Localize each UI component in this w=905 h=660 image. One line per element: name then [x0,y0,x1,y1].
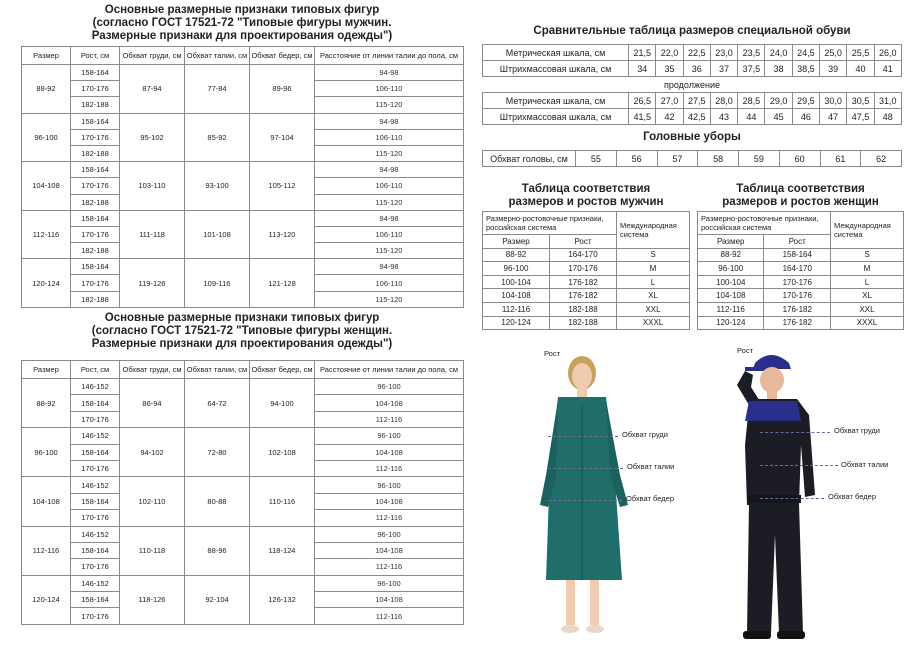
men-title-line3: Размерные признаки для проектирования одежды") [91,30,393,42]
corr-size-cell: 88-92 [698,248,764,262]
col-height-header: Рост, см [71,361,120,379]
woman-hips-line [548,500,622,501]
corr-head-ru: Размерно-ростовочные признаки, российская система [698,212,831,235]
table-row [22,65,464,81]
hat-size-cell: 61 [820,151,861,167]
corr-size-cell: 100-104 [698,275,764,289]
distance-cell: 115-120 [315,145,464,161]
corr-height-cell: 182-188 [549,302,616,316]
corr-sub-height: Рост [549,235,616,249]
men-figures-table [21,46,464,308]
height-cell: 146-152 [71,428,120,444]
height-cell: 170-176 [71,510,120,526]
table-row [483,316,690,330]
corr-sub-size: Размер [483,235,550,249]
height-cell: 170-176 [71,129,120,145]
table-row [22,259,464,275]
woman-waist-line [548,468,623,469]
corr-int-cell: S [831,248,904,262]
shoe-size-cell: 29,5 [792,93,819,109]
shoe-size-cell: 24,5 [792,45,819,61]
waist-cell: 85-92 [185,113,250,162]
corr-women-table [697,211,904,330]
corr-int-cell: XL [831,289,904,303]
hat-size-cell: 62 [861,151,902,167]
man-height-label: Рост [737,346,754,355]
chest-cell: 103-110 [120,162,185,211]
shoe-size-cell: 47,5 [847,109,874,125]
distance-cell: 115-120 [315,97,464,113]
jacket-yoke [745,401,801,421]
shoe-size-cell: 24,0 [765,45,792,61]
height-cell: 182-188 [71,97,120,113]
jacket-waistband [747,495,801,503]
hat-size-cell: 60 [779,151,820,167]
shoe-metric-label: Метрическая шкала, см [483,45,629,61]
corr-sub-size: Размер [698,235,764,249]
col-waist-header: Обхват талии, см [185,47,250,65]
height-cell: 158-164 [71,444,120,460]
hips-cell: 110-116 [250,477,315,526]
waist-cell: 88-96 [185,526,250,575]
table-row [22,379,464,395]
women-title-line2: (согласно ГОСТ 17521-72 "Типовые фигуры женщин. [91,325,393,337]
women-figures-table [21,360,464,625]
height-cell: 158-164 [71,395,120,411]
size-cell: 104-108 [22,162,71,211]
table-row [483,275,690,289]
chest-cell: 110-118 [120,526,185,575]
right-boot [777,631,805,639]
corr-size-cell: 88-92 [483,248,550,262]
woman-chest-label: Обхват груди [622,430,668,439]
shoe-size-cell: 41,5 [629,109,656,125]
hat-size-cell: 58 [698,151,739,167]
corr-size-cell: 120-124 [698,316,764,330]
shoe-size-cell: 25,5 [847,45,874,61]
corr-sub-height: Рост [764,235,831,249]
face-shape [572,363,592,389]
height-cell: 158-164 [71,259,120,275]
corr-women-title-line1: Таблица соответствия [736,183,865,195]
hat-size-cell: 59 [739,151,780,167]
size-cell: 112-116 [22,526,71,575]
distance-cell: 106-110 [315,226,464,242]
shoe-continued-row [483,77,902,93]
waist-cell: 64-72 [185,379,250,428]
height-cell: 158-164 [71,542,120,558]
height-cell: 158-164 [71,113,120,129]
corr-height-cell: 176-182 [549,289,616,303]
table-row [22,575,464,591]
hat-size-cell: 57 [657,151,698,167]
shoe-metric-row-1 [483,45,902,61]
size-cell: 112-116 [22,210,71,259]
height-cell: 182-188 [71,243,120,259]
shoe-size-cell: 39 [820,61,847,77]
col-size-header: Размер [22,47,71,65]
distance-cell: 115-120 [315,194,464,210]
man-hips-label: Обхват бедер [828,492,876,501]
table-row [698,248,904,262]
shoe-metric-label: Метрическая шкала, см [483,93,629,109]
size-cell: 96-100 [22,428,71,477]
hips-cell: 97-104 [250,113,315,162]
distance-cell: 96-100 [315,477,464,493]
men-title-line2: (согласно ГОСТ 17521-72 "Типовые фигуры мужчин. [92,17,392,29]
table-row [22,526,464,542]
height-cell: 182-188 [71,291,120,307]
corr-height-cell: 176-182 [764,302,831,316]
waist-cell: 80-88 [185,477,250,526]
left-shoe [561,625,579,633]
chest-cell: 94-102 [120,428,185,477]
distance-cell: 115-120 [315,291,464,307]
man-workwear-figure [715,345,845,655]
shoe-size-cell: 22,0 [656,45,683,61]
shoe-size-cell: 23,5 [738,45,765,61]
man-waist-label: Обхват талии [841,460,889,469]
distance-cell: 104-108 [315,493,464,509]
hats-table [482,150,902,167]
distance-cell: 104-108 [315,592,464,608]
shoe-size-cell: 38,5 [792,61,819,77]
shoe-size-cell: 43 [710,109,737,125]
hips-cell: 94-100 [250,379,315,428]
women-figures-title [20,312,464,351]
table-row [483,262,690,276]
distance-cell: 115-120 [315,243,464,259]
hips-cell: 121-128 [250,259,315,308]
distance-cell: 94-98 [315,65,464,81]
corr-height-cell: 170-176 [764,289,831,303]
shoe-size-cell: 48 [874,109,901,125]
distance-cell: 104-108 [315,542,464,558]
corr-int-cell: M [831,262,904,276]
distance-cell: 94-98 [315,162,464,178]
shoe-metric-row-2 [483,93,902,109]
corr-size-cell: 120-124 [483,316,550,330]
shoe-shtrih-label: Штрихмассовая шкала, см [483,109,629,125]
man-face [760,367,784,393]
table-row [698,302,904,316]
shoe-size-table [482,44,902,125]
shoe-size-cell: 29,0 [765,93,792,109]
table-row [22,210,464,226]
left-leg [566,580,575,625]
hat-size-cell: 55 [576,151,617,167]
shoe-size-cell: 38 [765,61,792,77]
height-cell: 170-176 [71,81,120,97]
size-cell: 88-92 [22,379,71,428]
shoe-size-cell: 41 [874,61,901,77]
distance-cell: 112-116 [315,559,464,575]
left-boot [743,631,771,639]
table-row [22,477,464,493]
women-table-header [22,361,464,379]
chest-cell: 102-110 [120,477,185,526]
height-cell: 170-176 [71,608,120,624]
woman-chest-line [548,436,618,437]
robe-body [546,397,622,580]
corr-int-cell: XXL [617,302,690,316]
corr-int-cell: L [831,275,904,289]
col-hips-header: Обхват бедер, см [250,47,315,65]
neck-shape [577,387,587,397]
right-leg [590,580,599,625]
man-illustration [715,345,845,655]
corr-int-cell: XL [617,289,690,303]
shoe-size-cell: 28,5 [738,93,765,109]
corr-size-cell: 104-108 [483,289,550,303]
hips-cell: 126-132 [250,575,315,624]
corr-size-cell: 112-116 [483,302,550,316]
corr-int-cell: S [617,248,690,262]
size-cell: 120-124 [22,259,71,308]
hips-cell: 105-112 [250,162,315,211]
height-cell: 146-152 [71,379,120,395]
shoe-size-cell: 21,5 [629,45,656,61]
shoe-shtrih-row-2 [483,109,902,125]
col-height-header: Рост, см [71,47,120,65]
chest-cell: 86-94 [120,379,185,428]
size-cell: 96-100 [22,113,71,162]
distance-cell: 106-110 [315,81,464,97]
corr-size-cell: 104-108 [698,289,764,303]
shoe-size-cell: 22,5 [683,45,710,61]
distance-cell: 106-110 [315,178,464,194]
men-title-line1: Основные размерные признаки типовых фигур [104,4,380,16]
col-chest-header: Обхват груди, см [120,361,185,379]
col-chest-header: Обхват груди, см [120,47,185,65]
distance-cell: 96-100 [315,428,464,444]
col-distance-header: Расстояние от линии талии до пола, см [315,361,464,379]
col-waist-header: Обхват талии, см [185,361,250,379]
shoe-size-cell: 44 [738,109,765,125]
height-cell: 182-188 [71,194,120,210]
corr-size-cell: 112-116 [698,302,764,316]
hats-title: Головные уборы [643,131,741,143]
distance-cell: 94-98 [315,210,464,226]
height-cell: 158-164 [71,65,120,81]
shoe-size-cell: 36 [683,61,710,77]
corr-men-head [483,212,690,235]
chest-cell: 118-126 [120,575,185,624]
height-cell: 170-176 [71,411,120,427]
corr-height-cell: 176-182 [764,316,831,330]
corr-women-title [697,183,904,209]
man-hips-line [760,498,824,499]
corr-men-title-line2: размеров и ростов мужчин [508,196,664,208]
shoe-size-cell: 25,0 [820,45,847,61]
distance-cell: 104-108 [315,395,464,411]
shoe-shtrih-label: Штрихмассовая шкала, см [483,61,629,77]
hips-cell: 118-124 [250,526,315,575]
corr-head-int: Международная система [831,212,904,249]
corr-size-cell: 96-100 [483,262,550,276]
corr-height-cell: 182-188 [549,316,616,330]
woman-height-label: Рост [544,349,561,358]
height-cell: 158-164 [71,592,120,608]
distance-cell: 104-108 [315,444,464,460]
height-cell: 158-164 [71,162,120,178]
right-shoe [586,625,604,633]
corr-size-cell: 96-100 [698,262,764,276]
corr-men-title [482,183,690,209]
corr-int-cell: XXXL [617,316,690,330]
shoe-size-cell: 34 [629,61,656,77]
shoe-size-cell: 28,0 [710,93,737,109]
table-row [22,428,464,444]
table-row [483,248,690,262]
cap-visor [745,367,767,371]
chest-cell: 111-118 [120,210,185,259]
woman-waist-label: Обхват талии [627,462,675,471]
size-cell: 88-92 [22,65,71,114]
hat-size-cell: 56 [616,151,657,167]
shoe-continued-label: продолжение [483,77,902,93]
trousers [747,503,803,633]
shoe-size-cell: 46 [792,109,819,125]
corr-height-cell: 164-170 [549,248,616,262]
shoe-size-cell: 40 [847,61,874,77]
table-row [22,162,464,178]
col-hips-header: Обхват бедер, см [250,361,315,379]
distance-cell: 96-100 [315,526,464,542]
chest-cell: 87-94 [120,65,185,114]
waist-cell: 93-100 [185,162,250,211]
distance-cell: 106-110 [315,129,464,145]
shoe-size-cell: 31,0 [874,93,901,109]
shoe-size-cell: 27,0 [656,93,683,109]
men-figures-title [20,4,464,43]
shoe-size-cell: 30,5 [847,93,874,109]
shoe-size-cell: 37,5 [738,61,765,77]
corr-head-int: Международная система [617,212,690,249]
table-row [698,275,904,289]
corr-height-cell: 164-170 [764,262,831,276]
hats-row [483,151,902,167]
shoe-size-cell: 27,5 [683,93,710,109]
col-distance-header: Расстояние от линии талии до пола, см [315,47,464,65]
waist-cell: 109-116 [185,259,250,308]
chest-cell: 119-126 [120,259,185,308]
table-row [698,262,904,276]
shoes-title: Сравнительные таблица размеров специальной обуви [533,25,851,37]
height-cell: 146-152 [71,575,120,591]
corr-women-head [698,212,904,235]
distance-cell: 112-116 [315,460,464,476]
shoe-size-cell: 26,0 [874,45,901,61]
shoe-size-cell: 42 [656,109,683,125]
women-title-line1: Основные размерные признаки типовых фигур [104,312,380,324]
height-cell: 146-152 [71,526,120,542]
distance-cell: 112-116 [315,411,464,427]
waist-cell: 101-108 [185,210,250,259]
table-row [483,302,690,316]
waist-cell: 92-104 [185,575,250,624]
shoe-size-cell: 30,0 [820,93,847,109]
height-cell: 170-176 [71,460,120,476]
man-neck [767,391,777,399]
height-cell: 146-152 [71,477,120,493]
height-cell: 170-176 [71,178,120,194]
distance-cell: 112-116 [315,608,464,624]
corr-height-cell: 170-176 [549,262,616,276]
height-cell: 158-164 [71,493,120,509]
distance-cell: 96-100 [315,575,464,591]
size-cell: 104-108 [22,477,71,526]
corr-height-cell: 170-176 [764,275,831,289]
shoe-size-cell: 45 [765,109,792,125]
cap-shape [753,355,791,369]
distance-cell: 94-98 [315,259,464,275]
waist-cell: 77-84 [185,65,250,114]
shoe-size-cell: 26,5 [629,93,656,109]
table-row [22,113,464,129]
corr-int-cell: XXXL [831,316,904,330]
distance-cell: 96-100 [315,379,464,395]
shoe-size-cell: 35 [656,61,683,77]
table-row [698,316,904,330]
corr-men-table [482,211,690,330]
shoe-size-cell: 42,5 [683,109,710,125]
corr-int-cell: XXL [831,302,904,316]
height-cell: 170-176 [71,559,120,575]
corr-int-cell: L [617,275,690,289]
man-waist-line [760,465,838,466]
col-size-header: Размер [22,361,71,379]
table-row [698,289,904,303]
hips-cell: 89-96 [250,65,315,114]
corr-head-ru: Размерно-ростовочные признаки, российская система [483,212,617,235]
man-chest-label: Обхват груди [834,426,880,435]
distance-cell: 106-110 [315,275,464,291]
table-row [483,289,690,303]
shoe-shtrih-row-1 [483,61,902,77]
height-cell: 170-176 [71,226,120,242]
shoe-size-cell: 23,0 [710,45,737,61]
hips-cell: 113-120 [250,210,315,259]
shoe-size-cell: 37 [710,61,737,77]
height-cell: 182-188 [71,145,120,161]
height-cell: 170-176 [71,275,120,291]
chest-cell: 95-102 [120,113,185,162]
corr-height-cell: 158-164 [764,248,831,262]
corr-size-cell: 100-104 [483,275,550,289]
height-cell: 158-164 [71,210,120,226]
corr-height-cell: 176-182 [549,275,616,289]
woman-hips-label: Обхват бедер [626,494,674,503]
shoe-size-cell: 47 [820,109,847,125]
women-title-line3: Размерные признаки для проектирования одежды") [91,338,393,350]
size-cell: 120-124 [22,575,71,624]
men-table-header [22,47,464,65]
corr-men-title-line1: Таблица соответствия [521,183,651,195]
distance-cell: 112-116 [315,510,464,526]
distance-cell: 94-98 [315,113,464,129]
hips-cell: 102-108 [250,428,315,477]
hats-label: Обхват головы, см [483,151,576,167]
man-chest-line [760,432,830,433]
corr-int-cell: M [617,262,690,276]
corr-women-title-line2: размеров и ростов женщин [722,196,879,208]
waist-cell: 72-80 [185,428,250,477]
